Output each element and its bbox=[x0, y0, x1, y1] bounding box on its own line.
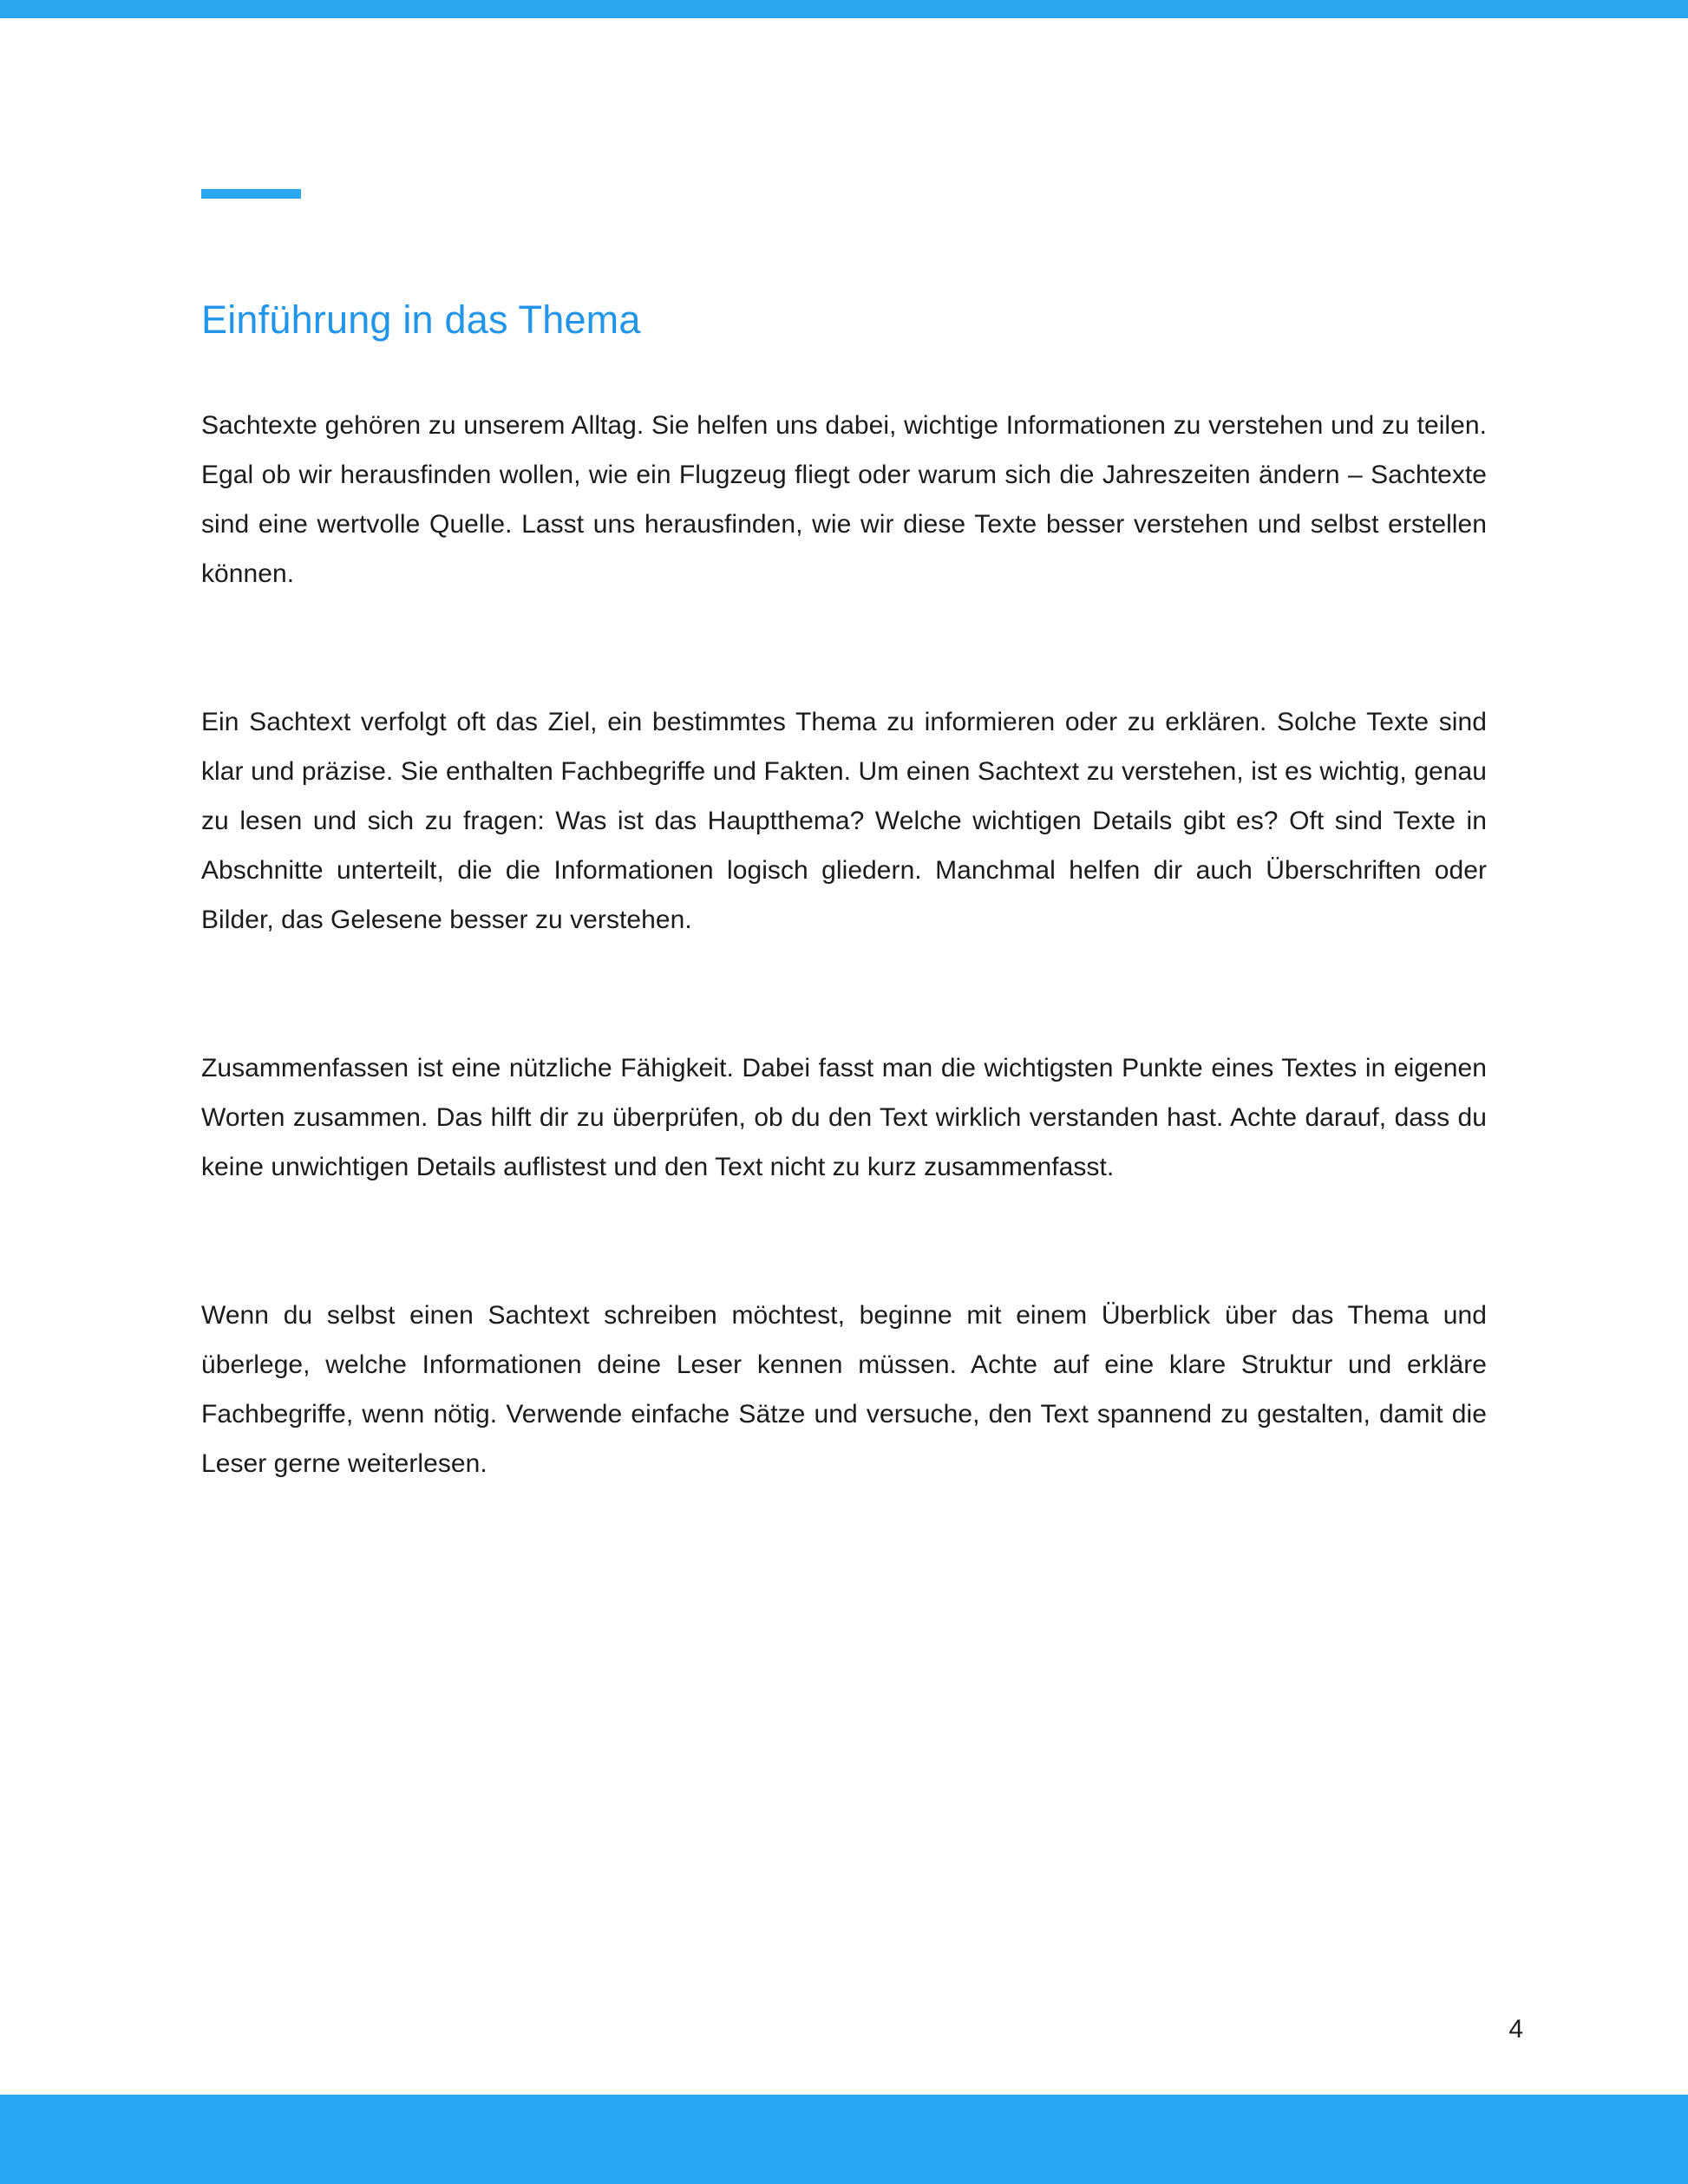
top-brand-bar bbox=[0, 0, 1688, 18]
heading-accent-rule bbox=[201, 189, 301, 199]
paragraph-2: Ein Sachtext verfolgt oft das Ziel, ein bestimmtes Thema zu informieren oder zu erklären. Solche Texte sind klar und präzise. Sie enthalten Fachbegriffe und Fakten. Um einen Sachtext zu verstehen, ist es wichtig, genau zu lesen und sich zu fragen: Was ist das Hauptthema? Welche wichtigen Details gibt es? Oft sind Texte in Abschnitte unterteilt, die die Informationen logisch gliedern. Manchmal helfen dir auch Überschriften oder Bilder, das Gelesene besser zu verstehen. bbox=[201, 708, 1487, 934]
page-title: Einführung in das Thema bbox=[201, 298, 641, 342]
body-copy bbox=[201, 401, 1487, 1488]
paragraph-1: Sachtexte gehören zu unserem Alltag. Sie helfen uns dabei, wichtige Informationen zu verstehen und zu teilen. Egal ob wir herausfinden wollen, wie ein Flugzeug fliegt oder warum sich die Jahreszeiten ändern – Sachtexte sind eine wertvolle Quelle. Lasst uns herausfinden, wie wir diese Texte besser verstehen und selbst erstellen können. bbox=[201, 411, 1487, 588]
bottom-brand-bar bbox=[0, 2095, 1688, 2184]
paragraph-4: Wenn du selbst einen Sachtext schreiben möchtest, beginne mit einem Überblick über das Thema und überlege, welche Informationen deine Leser kennen müssen. Achte auf eine klare Struktur und erkläre Fachbegriffe, wenn nötig. Verwende einfache Sätze und versuche, den Text spannend zu gestalten, damit die Leser gerne weiterlesen. bbox=[201, 1301, 1487, 1478]
page-number: 4 bbox=[1508, 2015, 1523, 2043]
paragraph-3: Zusammenfassen ist eine nützliche Fähigkeit. Dabei fasst man die wichtigsten Punkte eines Textes in eigenen Worten zusammen. Das hilft dir zu überprüfen, ob du den Text wirklich verstanden hast. Achte darauf, dass du keine unwichtigen Details auflistest und den Text nicht zu kurz zusammenfasst. bbox=[201, 1054, 1487, 1181]
